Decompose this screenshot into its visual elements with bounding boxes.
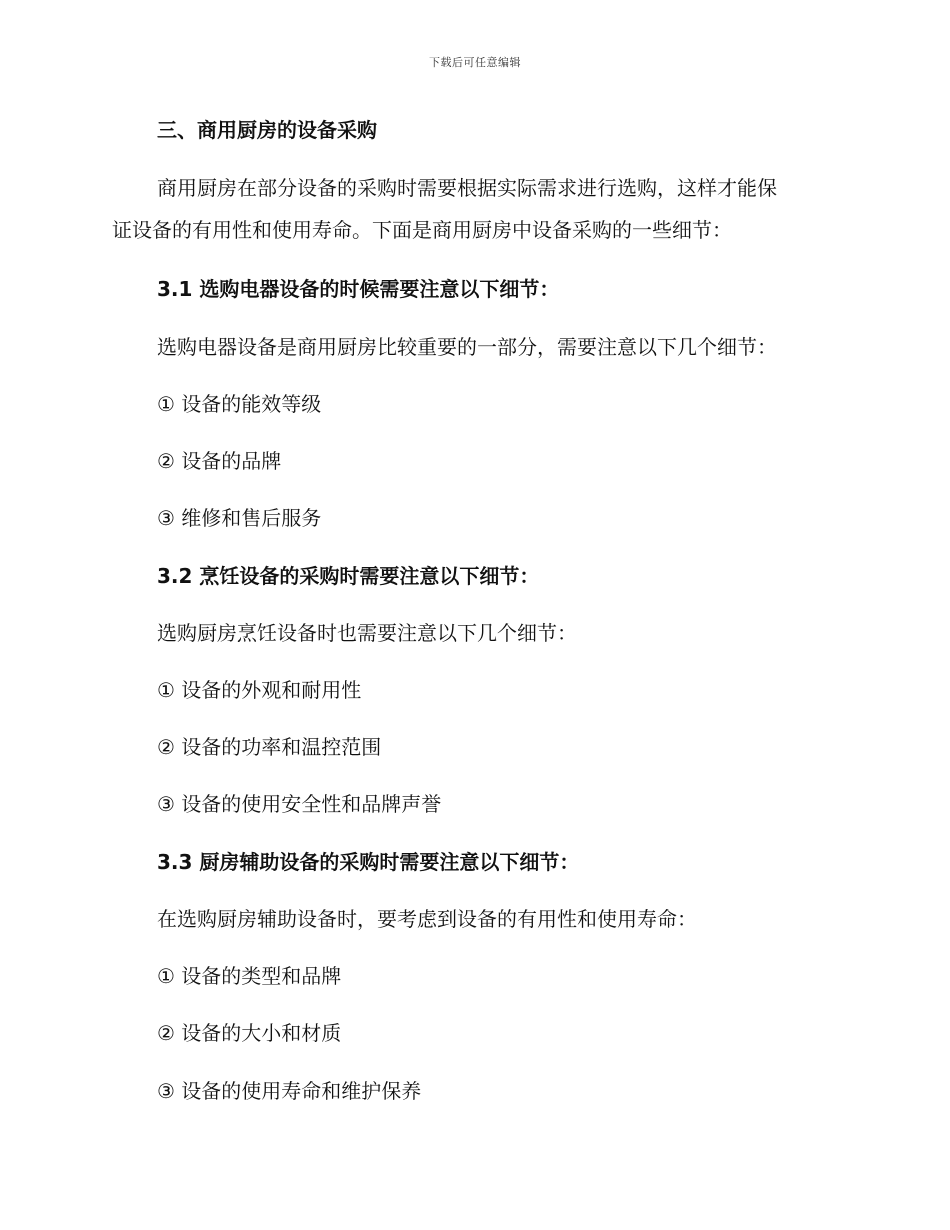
subsection-3-1-title: 3.1 选购电器设备的时候需要注意以下细节： [157, 277, 560, 301]
subsection-3-2-title: 3.2 烹饪设备的采购时需要注意以下细节： [157, 564, 540, 588]
subsection-3-3-title: 3.3 厨房辅助设备的采购时需要注意以下细节： [157, 850, 580, 874]
intro-line-1: 商用厨房在部分设备的采购时需要根据实际需求进行选购，这样才能保 [157, 176, 777, 200]
list-item: ② 设备的品牌 [157, 449, 282, 473]
section-title: 三、商用厨房的设备采购 [157, 118, 377, 142]
header-note: 下载后可任意编辑 [429, 56, 521, 69]
subsection-3-1-lead: 选购电器设备是商用厨房比较重要的一部分，需要注意以下几个细节： [157, 335, 777, 359]
list-item: ③ 设备的使用寿命和维护保养 [157, 1079, 422, 1103]
list-item: ① 设备的外观和耐用性 [157, 678, 362, 702]
subsection-3-3-lead: 在选购厨房辅助设备时，要考虑到设备的有用性和使用寿命： [157, 907, 697, 931]
list-item: ① 设备的能效等级 [157, 392, 322, 416]
list-item: ② 设备的功率和温控范围 [157, 735, 382, 759]
list-item: ③ 设备的使用安全性和品牌声誉 [157, 792, 442, 816]
intro-line-2: 证设备的有用性和使用寿命。下面是商用厨房中设备采购的一些细节： [112, 218, 732, 242]
list-item: ① 设备的类型和品牌 [157, 964, 342, 988]
subsection-3-2-lead: 选购厨房烹饪设备时也需要注意以下几个细节： [157, 621, 577, 645]
list-item: ② 设备的大小和材质 [157, 1021, 342, 1045]
list-item: ③ 维修和售后服务 [157, 506, 322, 530]
